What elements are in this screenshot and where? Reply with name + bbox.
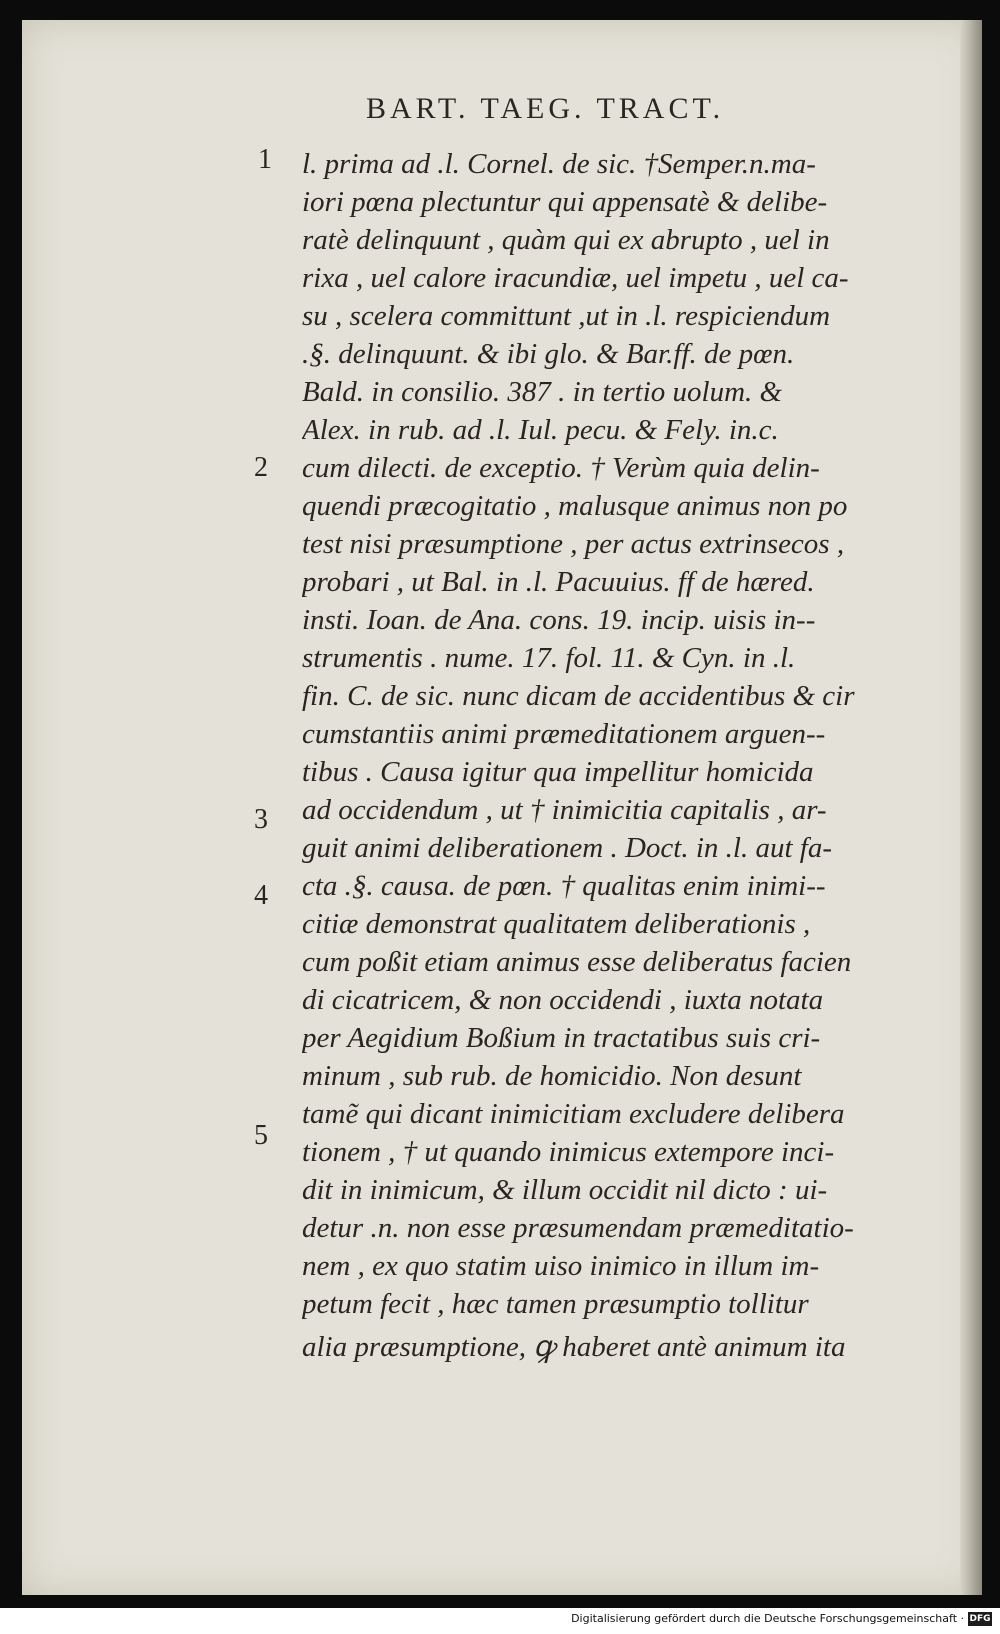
- text-line: tibus . Causa igitur qua impellitur homicida: [302, 756, 814, 788]
- text-line: tionem , † ut quando inimicus extempore inci-: [302, 1136, 835, 1168]
- margin-number-1: 1: [258, 144, 272, 175]
- running-head: BART. TAEG. TRACT.: [366, 92, 725, 125]
- text-line: petum fecit , hæc tamen præsumptio tollitur: [302, 1288, 809, 1320]
- digitization-credit: Digitalisierung gefördert durch die Deutsche Forschungsgemeinschaft ·: [571, 1612, 964, 1625]
- text-line: ad occidendum , ut † inimicitia capitalis , ar-: [302, 794, 827, 826]
- text-line: iori pœna plectuntur qui appensatè & delibe-: [302, 186, 828, 218]
- page-edge: [960, 20, 982, 1595]
- text-line: fin. C. de sic. nunc dicam de accidentibus & cir: [302, 680, 855, 712]
- text-line: nem , ex quo statim uiso inimico in illum im-: [302, 1250, 820, 1282]
- dfg-logo: DFG: [969, 1614, 991, 1624]
- text-line: rixa , uel calore iracundiæ, uel impetu , uel ca-: [302, 262, 849, 294]
- text-line: Alex. in rub. ad .l. Iul. pecu. & Fely. in.c.: [302, 414, 779, 446]
- text-line: strumentis . nume. 17. fol. 11. & Cyn. in .l.: [302, 642, 796, 674]
- text-line: alia præsumptione, ꝙ haberet antè animum ita: [302, 1331, 846, 1363]
- text-line: tamẽ qui dicant inimicitiam excludere delibera: [302, 1098, 845, 1130]
- text-line: quendi præcogitatio , malusque animus non po: [302, 490, 848, 522]
- text-line: Bald. in consilio. 387 . in tertio uolum. &: [302, 376, 783, 408]
- text-line: detur .n. non esse præsumendam præmeditatio-: [302, 1212, 854, 1244]
- text-line: di cicatricem, & non occidendi , iuxta notata: [302, 984, 824, 1016]
- text-line: l. prima ad .l. Cornel. de sic. †Semper.n.ma-: [302, 148, 816, 180]
- text-line: ratè delinquunt , quàm qui ex abrupto , uel in: [302, 224, 830, 256]
- margin-number-2: 2: [254, 452, 268, 483]
- text-line: per Aegidium Boßium in tractatibus suis cri-: [302, 1022, 821, 1054]
- text-line: citiæ demonstrat qualitatem deliberationis ,: [302, 908, 811, 940]
- margin-number-4: 4: [254, 880, 268, 911]
- text-line: insti. Ioan. de Ana. cons. 19. incip. uisis in--: [302, 604, 816, 636]
- margin-number-3: 3: [254, 804, 268, 835]
- text-line: cta .§. causa. de pœn. † qualitas enim inimi--: [302, 870, 826, 902]
- text-line: cumstantiis animi præmeditationem arguen--: [302, 718, 826, 750]
- text-line: cum dilecti. de exceptio. † Verùm quia delin-: [302, 452, 820, 484]
- text-line: test nisi præsumptione , per actus extrinsecos ,: [302, 528, 845, 560]
- text-line: su , scelera committunt ,ut in .l. respiciendum: [302, 300, 831, 332]
- margin-number-5: 5: [254, 1120, 268, 1151]
- text-line: .§. delinquunt. & ibi glo. & Bar.ff. de pœn.: [302, 338, 795, 370]
- text-line: cum poßit etiam animus esse deliberatus facien: [302, 946, 852, 978]
- text-line: dit in inimicum, & illum occidit nil dicto : ui-: [302, 1174, 828, 1206]
- text-line: guit animi deliberationem . Doct. in .l. aut fa-: [302, 832, 833, 864]
- text-line: probari , ut Bal. in .l. Pacuuius. ff de hæred.: [302, 566, 815, 598]
- text-line: minum , sub rub. de homicidio. Non desunt: [302, 1060, 802, 1092]
